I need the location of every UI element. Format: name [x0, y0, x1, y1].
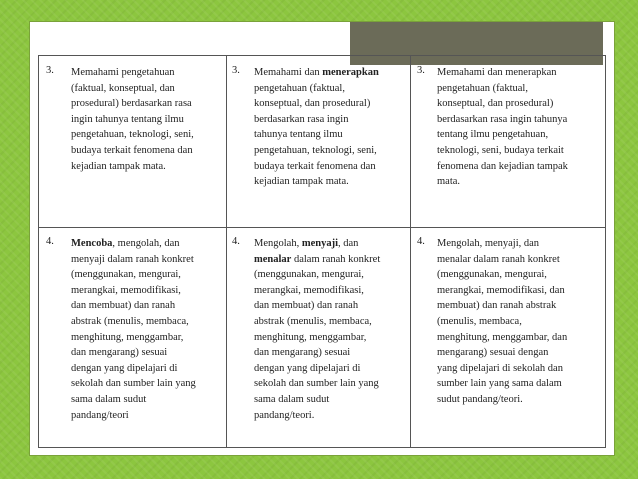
emphasized-term: menyaji — [301, 238, 338, 249]
table-row — [39, 56, 605, 228]
table-cell — [227, 56, 411, 227]
slide — [29, 21, 615, 456]
table-cell — [39, 227, 227, 447]
item-number: 3. — [417, 65, 425, 76]
cell-text — [71, 65, 222, 174]
item-number: 4. — [417, 236, 425, 247]
cell-text — [254, 236, 406, 423]
item-number: 4. — [232, 236, 240, 247]
cell-text — [71, 236, 222, 423]
emphasized-term: menerapkan — [322, 67, 379, 78]
text-run: Memahami dan menerapkan pengetahuan (faktual, konseptual, dan prosedural) berdasarkan rasa ingin tahunya tentang ilmu pengetahuan, teknologi, seni, budaya terkait fenomena dan kejadian tampak mata. — [437, 67, 568, 188]
text-run: , mengolah, dan menyaji dalam ranah konkret (menggunakan, mengurai, merangkai, memodifikasi, dan membuat) dan ranah abstrak (menulis, membaca, menghitung, menggambar, dan mengarang) sesuai dengan yang dipelajari di sekolah dan sumber lain yang sama dalam sudut pandang/teori — [71, 238, 196, 421]
table-cell — [411, 56, 605, 227]
text-run: Mengolah, menyaji, dan menalar dalam ranah konkret (menggunakan, mengurai, merangkai, memodifikasi, dan membuat) dan ranah abstrak (menulis, membaca, menghitung, menggambar, dan mengarang) sesuai dengan yang dipelajari di sekolah dan sumber lain yang sama dalam sudut pandang/teori. — [437, 238, 568, 405]
text-run: Memahami dan — [254, 67, 323, 78]
item-number: 3. — [232, 65, 240, 76]
table-row — [39, 227, 605, 447]
text-run: Mengolah, — [254, 238, 302, 249]
text-run: Memahami pengetahuan (faktual, konseptual, dan prosedural) berdasarkan rasa ingin tahunya tentang ilmu pengetahuan, teknologi, seni, budaya terkait fenomena dan kejadian tampak mata. — [71, 67, 194, 172]
text-run: dalam ranah konkret (menggunakan, mengurai, merangkai, memodifikasi, dan membuat) dan ranah abstrak (menulis, membaca, menghitung, menggambar, dan mengarang) sesuai dengan yang dipelajari di sekolah dan sumber lain yang sama dalam sudut pandang/teori. — [254, 253, 381, 421]
text-run: pengetahuan (faktual, konseptual, dan prosedural) berdasarkan rasa ingin tahunya tentang ilmu pengetahuan, teknologi, seni, budaya terkait fenomena dan kejadian tampak mata. — [254, 82, 377, 188]
cell-text — [437, 65, 601, 190]
competency-table — [38, 55, 606, 448]
cell-text — [254, 65, 406, 190]
emphasized-term: menalar — [254, 253, 292, 265]
emphasized-term: Mencoba — [71, 238, 113, 249]
item-number: 4. — [46, 236, 54, 247]
table-cell — [411, 227, 605, 447]
table-cell — [39, 56, 227, 227]
cell-text — [437, 236, 601, 408]
table-cell — [227, 227, 411, 447]
text-run: , dan — [338, 238, 359, 249]
item-number: 3. — [46, 65, 54, 76]
